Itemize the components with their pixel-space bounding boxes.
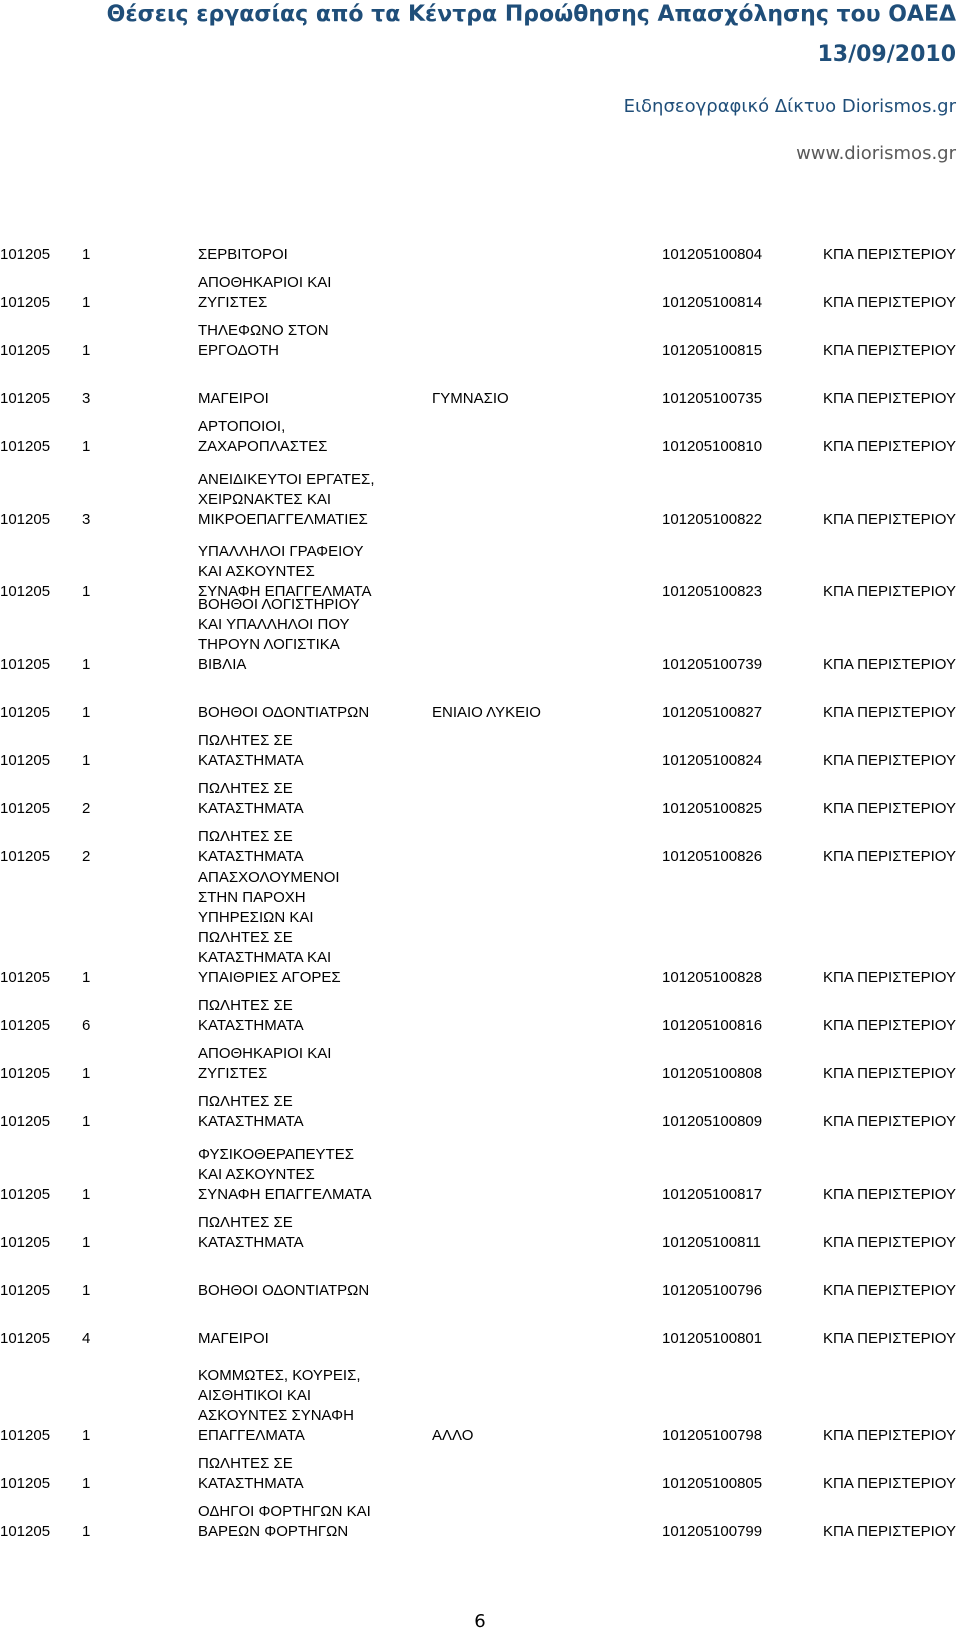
specialty-cell — [198, 1213, 304, 1253]
table-row — [0, 868, 960, 988]
specialty-line: ΚΟΜΜΩΤΕΣ, ΚΟΥΡΕΙΣ, — [198, 1367, 361, 1384]
office-name: ΚΠΑ ΠΕΡΙΣΤΕΡΙΟΥ — [823, 1065, 956, 1082]
positions-count: 3 — [82, 390, 91, 407]
region-code: 101205 — [0, 294, 51, 311]
specialty-line: ΑΝΕΙΔΙΚΕΥΤΟΙ ΕΡΓΑΤΕΣ, — [198, 471, 375, 488]
table-row — [0, 470, 960, 530]
table-row — [0, 389, 960, 409]
positions-count: 3 — [82, 511, 91, 528]
table-row — [0, 1213, 960, 1253]
specialty-cell — [198, 731, 304, 771]
specialty-line: ΒΟΗΘΟΙ ΟΔΟΝΤΙΑΤΡΩΝ — [198, 1282, 370, 1299]
region-code: 101205 — [0, 1234, 51, 1251]
specialty-cell — [198, 245, 288, 265]
table-row — [0, 1454, 960, 1494]
table-row — [0, 827, 960, 867]
positions-count: 1 — [82, 969, 91, 986]
office-name: ΚΠΑ ΠΕΡΙΣΤΕΡΙΟΥ — [823, 1427, 956, 1444]
specialty-cell — [198, 1366, 361, 1446]
positions-count: 2 — [82, 800, 91, 817]
job-id: 101205100808 — [662, 1065, 763, 1082]
region-code: 101205 — [0, 246, 51, 263]
table-row — [0, 542, 960, 602]
office-name: ΚΠΑ ΠΕΡΙΣΤΕΡΙΟΥ — [823, 800, 956, 817]
specialty-line: ΣΤΗΝ ΠΑΡΟΧΗ — [198, 889, 306, 906]
office-name: ΚΠΑ ΠΕΡΙΣΤΕΡΙΟΥ — [823, 1330, 956, 1347]
region-code: 101205 — [0, 342, 51, 359]
positions-count: 1 — [82, 294, 91, 311]
education-level: ΕΝΙΑΙΟ ΛΥΚΕΙΟ — [432, 704, 541, 721]
specialty-line: ΑΠΟΘΗΚΑΡΙΟΙ ΚΑΙ — [198, 1045, 332, 1062]
job-id: 101205100811 — [662, 1234, 761, 1251]
positions-count: 1 — [82, 656, 91, 673]
specialty-cell — [198, 1044, 331, 1084]
specialty-line: ΒΙΒΛΙΑ — [198, 656, 247, 673]
specialty-cell — [198, 1145, 371, 1205]
table-row — [0, 703, 960, 723]
specialty-line: ΤΗΡΟΥΝ ΛΟΓΙΣΤΙΚΑ — [198, 636, 340, 653]
specialty-line: ΑΡΤΟΠΟΙΟΙ, — [198, 418, 286, 435]
positions-count: 1 — [82, 752, 91, 769]
positions-count: 1 — [82, 1427, 91, 1444]
table-row — [0, 1281, 960, 1301]
specialty-line: ΠΩΛΗΤΕΣ ΣΕ — [198, 1455, 293, 1472]
job-id: 101205100824 — [662, 752, 763, 769]
job-id: 101205100815 — [662, 342, 763, 359]
specialty-line: ΑΠΟΘΗΚΑΡΙΟΙ ΚΑΙ — [198, 274, 332, 291]
positions-count: 1 — [82, 1113, 91, 1130]
specialty-line: ΚΑΤΑΣΤΗΜΑΤΑ — [198, 800, 304, 817]
positions-count: 1 — [82, 1475, 91, 1492]
office-name: ΚΠΑ ΠΕΡΙΣΤΕΡΙΟΥ — [823, 1186, 956, 1203]
region-code: 101205 — [0, 511, 51, 528]
positions-count: 2 — [82, 848, 91, 865]
specialty-line: ΥΠΑΙΘΡΙΕΣ ΑΓΟΡΕΣ — [198, 969, 341, 986]
office-name: ΚΠΑ ΠΕΡΙΣΤΕΡΙΟΥ — [823, 704, 956, 721]
specialty-line: ΜΙΚΡΟΕΠΑΓΓΕΛΜΑΤΙΕΣ — [198, 511, 368, 528]
office-name: ΚΠΑ ΠΕΡΙΣΤΕΡΙΟΥ — [823, 438, 956, 455]
job-id: 101205100739 — [662, 656, 763, 673]
specialty-line: ΜΑΓΕΙΡΟΙ — [198, 1330, 269, 1347]
specialty-cell — [198, 542, 371, 602]
job-id: 101205100826 — [662, 848, 763, 865]
table-row — [0, 1329, 960, 1349]
specialty-line: ΕΡΓΟΔΟΤΗ — [198, 342, 279, 359]
specialty-cell — [198, 703, 369, 723]
specialty-line: ΚΑΤΑΣΤΗΜΑΤΑ — [198, 1234, 304, 1251]
specialty-line: ΚΑΤΑΣΤΗΜΑΤΑ ΚΑΙ — [198, 949, 332, 966]
job-id: 101205100809 — [662, 1113, 763, 1130]
office-name: ΚΠΑ ΠΕΡΙΣΤΕΡΙΟΥ — [823, 294, 956, 311]
region-code: 101205 — [0, 969, 51, 986]
job-id: 101205100825 — [662, 800, 763, 817]
positions-count: 1 — [82, 1186, 91, 1203]
office-name: ΚΠΑ ΠΕΡΙΣΤΕΡΙΟΥ — [823, 656, 956, 673]
table-row — [0, 321, 960, 361]
specialty-cell — [198, 470, 375, 530]
specialty-line: ΚΑΤΑΣΤΗΜΑΤΑ — [198, 752, 304, 769]
specialty-line: ΚΑΙ ΑΣΚΟΥΝΤΕΣ — [198, 563, 315, 580]
specialty-line: ΒΑΡΕΩΝ ΦΟΡΤΗΓΩΝ — [198, 1523, 349, 1540]
job-id: 101205100814 — [662, 294, 763, 311]
specialty-line: ΚΑΤΑΣΤΗΜΑΤΑ — [198, 1017, 304, 1034]
job-id: 101205100805 — [662, 1475, 763, 1492]
office-name: ΚΠΑ ΠΕΡΙΣΤΕΡΙΟΥ — [823, 1113, 956, 1130]
office-name: ΚΠΑ ΠΕΡΙΣΤΕΡΙΟΥ — [823, 848, 956, 865]
specialty-cell — [198, 1502, 371, 1542]
specialty-line: ΠΩΛΗΤΕΣ ΣΕ — [198, 929, 293, 946]
specialty-line: ΠΩΛΗΤΕΣ ΣΕ — [198, 1214, 293, 1231]
specialty-line: ΒΟΗΘΟΙ ΟΔΟΝΤΙΑΤΡΩΝ — [198, 704, 370, 721]
job-id: 101205100804 — [662, 246, 763, 263]
specialty-cell — [198, 827, 304, 867]
specialty-line: ΣΥΝΑΦΗ ΕΠΑΓΓΕΛΜΑΤΑ — [198, 1186, 372, 1203]
specialty-cell — [198, 868, 341, 988]
specialty-line: ΠΩΛΗΤΕΣ ΣΕ — [198, 997, 293, 1014]
job-id: 101205100822 — [662, 511, 763, 528]
specialty-line: ΣΥΝΑΦΗ ΕΠΑΓΓΕΛΜΑΤΑ — [198, 583, 372, 600]
region-code: 101205 — [0, 390, 51, 407]
region-code: 101205 — [0, 583, 51, 600]
region-code: 101205 — [0, 1186, 51, 1203]
region-code: 101205 — [0, 1427, 51, 1444]
table-row — [0, 779, 960, 819]
table-row — [0, 245, 960, 265]
specialty-cell — [198, 321, 329, 361]
specialty-cell — [198, 1329, 269, 1349]
specialty-line: ΧΕΙΡΩΝΑΚΤΕΣ ΚΑΙ — [198, 491, 332, 508]
specialty-line: ΦΥΣΙΚΟΘΕΡΑΠΕΥΤΕΣ — [198, 1146, 354, 1163]
specialty-line: ΥΠΗΡΕΣΙΩΝ ΚΑΙ — [198, 909, 314, 926]
specialty-line: ΠΩΛΗΤΕΣ ΣΕ — [198, 1093, 293, 1110]
page-date: 13/09/2010 — [817, 42, 956, 67]
specialty-cell — [198, 1281, 369, 1301]
specialty-cell — [198, 389, 269, 409]
specialty-line: ΑΣΚΟΥΝΤΕΣ ΣΥΝΑΦΗ — [198, 1407, 354, 1424]
region-code: 101205 — [0, 1330, 51, 1347]
region-code: 101205 — [0, 656, 51, 673]
job-id: 101205100735 — [662, 390, 763, 407]
table-row — [0, 1366, 960, 1446]
job-id: 101205100796 — [662, 1282, 763, 1299]
job-id: 101205100801 — [662, 1330, 763, 1347]
site-url[interactable]: www.diorismos.gr — [796, 143, 956, 164]
region-code: 101205 — [0, 1065, 51, 1082]
positions-count: 1 — [82, 704, 91, 721]
specialty-line: ΚΑΤΑΣΤΗΜΑΤΑ — [198, 848, 304, 865]
specialty-cell — [198, 273, 331, 313]
table-row — [0, 417, 960, 457]
region-code: 101205 — [0, 1113, 51, 1130]
table-row — [0, 595, 960, 675]
table-row — [0, 1092, 960, 1132]
table-row — [0, 273, 960, 313]
positions-count: 6 — [82, 1017, 91, 1034]
job-id: 101205100799 — [662, 1523, 763, 1540]
job-id: 101205100817 — [662, 1186, 763, 1203]
page-title: Θέσεις εργασίας από τα Κέντρα Προώθησης Απασχόλησης του ΟΑΕΔ — [106, 2, 956, 27]
table-row — [0, 1502, 960, 1542]
positions-count: 1 — [82, 1523, 91, 1540]
specialty-cell — [198, 595, 360, 675]
positions-count: 1 — [82, 342, 91, 359]
page-number: 6 — [474, 1611, 486, 1632]
office-name: ΚΠΑ ΠΕΡΙΣΤΕΡΙΟΥ — [823, 246, 956, 263]
table-row — [0, 1145, 960, 1205]
specialty-line: ΚΑΙ ΥΠΑΛΛΗΛΟΙ ΠΟΥ — [198, 616, 350, 633]
office-name: ΚΠΑ ΠΕΡΙΣΤΕΡΙΟΥ — [823, 752, 956, 769]
specialty-line: ΥΠΑΛΛΗΛΟΙ ΓΡΑΦΕΙΟΥ — [198, 543, 364, 560]
job-id: 101205100798 — [662, 1427, 763, 1444]
region-code: 101205 — [0, 1523, 51, 1540]
job-id: 101205100823 — [662, 583, 763, 600]
specialty-cell — [198, 779, 304, 819]
specialty-line: ΖΥΓΙΣΤΕΣ — [198, 1065, 268, 1082]
specialty-line: ΚΑΤΑΣΤΗΜΑΤΑ — [198, 1113, 304, 1130]
office-name: ΚΠΑ ΠΕΡΙΣΤΕΡΙΟΥ — [823, 1234, 956, 1251]
news-network: Ειδησεογραφικό Δίκτυο Diorismos.gr — [623, 96, 956, 117]
specialty-line: ΖΥΓΙΣΤΕΣ — [198, 294, 268, 311]
specialty-line: ΜΑΓΕΙΡΟΙ — [198, 390, 269, 407]
job-id: 101205100810 — [662, 438, 763, 455]
specialty-cell — [198, 1092, 304, 1132]
specialty-line: ΒΟΗΘΟΙ ΛΟΓΙΣΤΗΡΙΟΥ — [198, 596, 360, 613]
specialty-line: ΑΠΑΣΧΟΛΟΥΜΕΝΟΙ — [198, 869, 340, 886]
region-code: 101205 — [0, 752, 51, 769]
education-level: ΓΥΜΝΑΣΙΟ — [432, 390, 509, 407]
job-id: 101205100816 — [662, 1017, 763, 1034]
positions-count: 1 — [82, 1234, 91, 1251]
office-name: ΚΠΑ ΠΕΡΙΣΤΕΡΙΟΥ — [823, 1017, 956, 1034]
office-name: ΚΠΑ ΠΕΡΙΣΤΕΡΙΟΥ — [823, 511, 956, 528]
positions-count: 1 — [82, 438, 91, 455]
office-name: ΚΠΑ ΠΕΡΙΣΤΕΡΙΟΥ — [823, 1523, 956, 1540]
specialty-line: ΠΩΛΗΤΕΣ ΣΕ — [198, 780, 293, 797]
specialty-line: ΟΔΗΓΟΙ ΦΟΡΤΗΓΩΝ ΚΑΙ — [198, 1503, 371, 1520]
positions-count: 1 — [82, 246, 91, 263]
specialty-cell — [198, 417, 327, 457]
education-level: ΑΛΛΟ — [432, 1427, 474, 1444]
office-name: ΚΠΑ ΠΕΡΙΣΤΕΡΙΟΥ — [823, 1282, 956, 1299]
job-id: 101205100827 — [662, 704, 763, 721]
region-code: 101205 — [0, 1282, 51, 1299]
specialty-line: ΣΕΡΒΙΤΟΡΟΙ — [198, 246, 288, 263]
region-code: 101205 — [0, 848, 51, 865]
office-name: ΚΠΑ ΠΕΡΙΣΤΕΡΙΟΥ — [823, 390, 956, 407]
specialty-line: ΠΩΛΗΤΕΣ ΣΕ — [198, 828, 293, 845]
table-row — [0, 996, 960, 1036]
region-code: 101205 — [0, 438, 51, 455]
office-name: ΚΠΑ ΠΕΡΙΣΤΕΡΙΟΥ — [823, 1475, 956, 1492]
region-code: 101205 — [0, 1017, 51, 1034]
region-code: 101205 — [0, 704, 51, 721]
positions-count: 1 — [82, 583, 91, 600]
specialty-cell — [198, 1454, 304, 1494]
specialty-line: ΚΑΤΑΣΤΗΜΑΤΑ — [198, 1475, 304, 1492]
positions-count: 4 — [82, 1330, 91, 1347]
region-code: 101205 — [0, 1475, 51, 1492]
region-code: 101205 — [0, 800, 51, 817]
specialty-line: ΑΙΣΘΗΤΙΚΟΙ ΚΑΙ — [198, 1387, 311, 1404]
job-id: 101205100828 — [662, 969, 763, 986]
specialty-line: ΚΑΙ ΑΣΚΟΥΝΤΕΣ — [198, 1166, 315, 1183]
table-row — [0, 731, 960, 771]
specialty-line: ΖΑΧΑΡΟΠΛΑΣΤΕΣ — [198, 438, 328, 455]
positions-count: 1 — [82, 1282, 91, 1299]
positions-count: 1 — [82, 1065, 91, 1082]
specialty-line: ΤΗΛΕΦΩΝΟ ΣΤΟΝ — [198, 322, 329, 339]
specialty-line: ΕΠΑΓΓΕΛΜΑΤΑ — [198, 1427, 305, 1444]
office-name: ΚΠΑ ΠΕΡΙΣΤΕΡΙΟΥ — [823, 342, 956, 359]
office-name: ΚΠΑ ΠΕΡΙΣΤΕΡΙΟΥ — [823, 969, 956, 986]
office-name: ΚΠΑ ΠΕΡΙΣΤΕΡΙΟΥ — [823, 583, 956, 600]
specialty-line: ΠΩΛΗΤΕΣ ΣΕ — [198, 732, 293, 749]
table-row — [0, 1044, 960, 1084]
specialty-cell — [198, 996, 304, 1036]
